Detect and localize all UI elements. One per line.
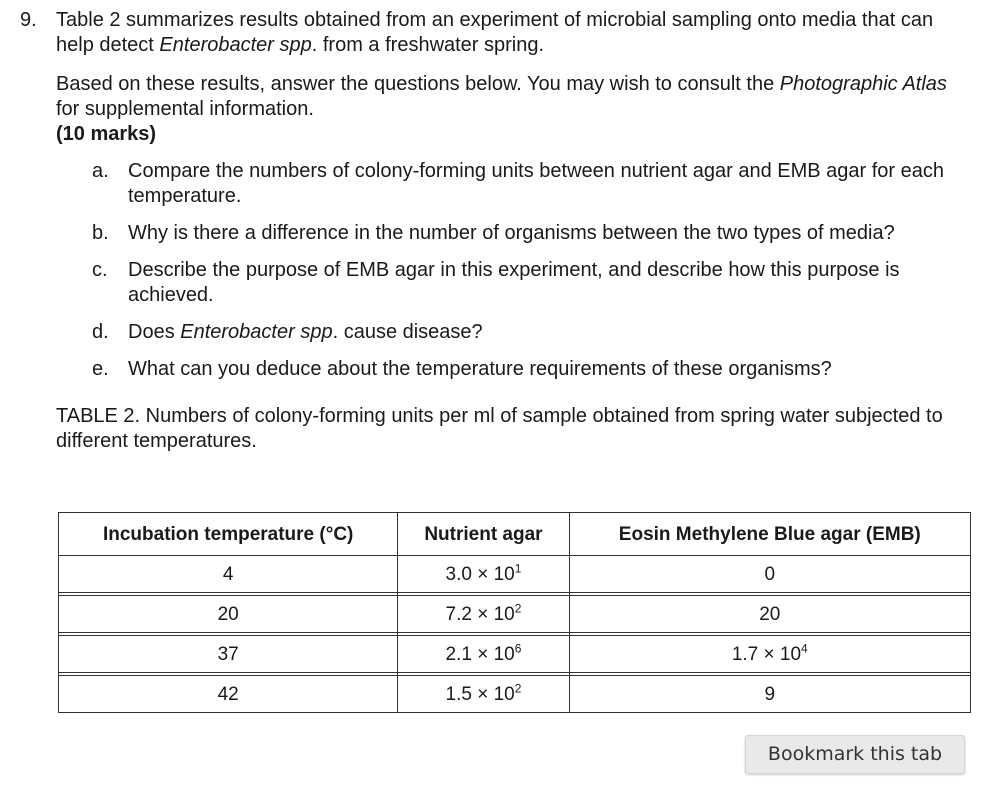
cell-nutrient-base: 3.0 × 10 xyxy=(445,563,515,585)
intro-organism: Enterobacter spp xyxy=(159,34,312,56)
subquestion-list xyxy=(92,159,970,382)
subquestion-e xyxy=(92,357,970,382)
subquestion-text: Why is there a difference in the number of organisms between the two types of media? xyxy=(128,222,895,244)
cell-nutrient-base: 1.5 × 10 xyxy=(445,683,515,705)
subquestion-a xyxy=(92,159,970,209)
question-marks: (10 marks) xyxy=(56,123,157,145)
bookmark-tab-button[interactable]: Bookmark this tab xyxy=(745,735,965,774)
intro-text: Table 2 summarizes results obtained from an experiment of microbial sampling onto media that can help detect xyxy=(56,9,934,56)
cell-emb-base: 9 xyxy=(764,683,776,705)
header-nutrient-agar: Nutrient agar xyxy=(398,513,569,556)
instr-text: Based on these results, answer the questions below. You may wish to consult the xyxy=(56,73,780,95)
instr-text-end: for supplemental information. xyxy=(56,98,314,120)
table-row xyxy=(59,596,971,633)
cell-emb xyxy=(569,636,970,673)
subquestion-text: Compare the numbers of colony-forming units between nutrient agar and EMB agar for each temperature. xyxy=(128,160,944,207)
subquestion-text xyxy=(128,320,970,345)
cell-emb xyxy=(569,676,970,713)
question-row xyxy=(20,8,970,454)
subquestion-c xyxy=(92,258,970,308)
table-row xyxy=(59,556,971,593)
cell-emb xyxy=(569,556,970,593)
question-block xyxy=(20,8,970,454)
question-instructions xyxy=(56,72,970,122)
subq-d-pre: Does xyxy=(128,321,181,343)
table-row xyxy=(59,636,971,673)
question-intro xyxy=(56,8,970,58)
subquestion-text: What can you deduce about the temperature requirements of these organisms? xyxy=(128,358,832,380)
cell-nutrient-exp: 2 xyxy=(514,681,522,696)
cell-nutrient xyxy=(398,676,569,713)
cell-nutrient xyxy=(398,596,569,633)
cell-temperature: 4 xyxy=(59,556,398,593)
subq-d-post: . cause disease? xyxy=(332,321,483,343)
cell-temperature: 20 xyxy=(59,596,398,633)
instr-atlas: Photographic Atlas xyxy=(779,73,947,95)
cell-temperature: 42 xyxy=(59,676,398,713)
table-row xyxy=(59,676,971,713)
subquestion-letter: d. xyxy=(92,321,109,343)
subquestion-letter: b. xyxy=(92,222,109,244)
intro-text-end: . from a freshwater spring. xyxy=(311,34,545,56)
subquestion-letter: c. xyxy=(92,259,108,281)
cell-emb-base: 20 xyxy=(759,603,781,625)
cell-nutrient-base: 7.2 × 10 xyxy=(445,603,515,625)
results-table xyxy=(58,512,971,713)
cell-nutrient xyxy=(398,556,569,593)
subq-d-organism: Enterobacter spp xyxy=(180,321,333,343)
header-temperature: Incubation temperature (°C) xyxy=(59,513,398,556)
subquestion-b xyxy=(92,221,970,246)
cell-emb-base: 1.7 × 10 xyxy=(731,643,802,665)
question-number: 9. xyxy=(20,9,37,31)
cell-nutrient-base: 2.1 × 10 xyxy=(445,643,515,665)
header-emb-agar: Eosin Methylene Blue agar (EMB) xyxy=(569,513,970,556)
subquestion-text: Describe the purpose of EMB agar in this experiment, and describe how this purpose is achieved. xyxy=(128,259,900,306)
cell-nutrient xyxy=(398,636,569,673)
subquestion-d xyxy=(92,320,970,345)
cell-nutrient-exp: 6 xyxy=(514,641,522,656)
table-header-row xyxy=(59,513,971,556)
question-body xyxy=(56,8,970,454)
cell-nutrient-exp: 1 xyxy=(514,561,522,576)
cell-nutrient-exp: 2 xyxy=(514,601,522,616)
cell-emb xyxy=(569,596,970,633)
subquestion-letter: a. xyxy=(92,160,109,182)
cell-emb-exp: 4 xyxy=(801,641,808,656)
cell-emb-base: 0 xyxy=(764,563,776,585)
table-caption: TABLE 2. Numbers of colony-forming units per ml of sample obtained from spring water subjected to different temperatures. xyxy=(56,405,943,452)
subquestion-letter: e. xyxy=(92,358,109,380)
cell-temperature: 37 xyxy=(59,636,398,673)
